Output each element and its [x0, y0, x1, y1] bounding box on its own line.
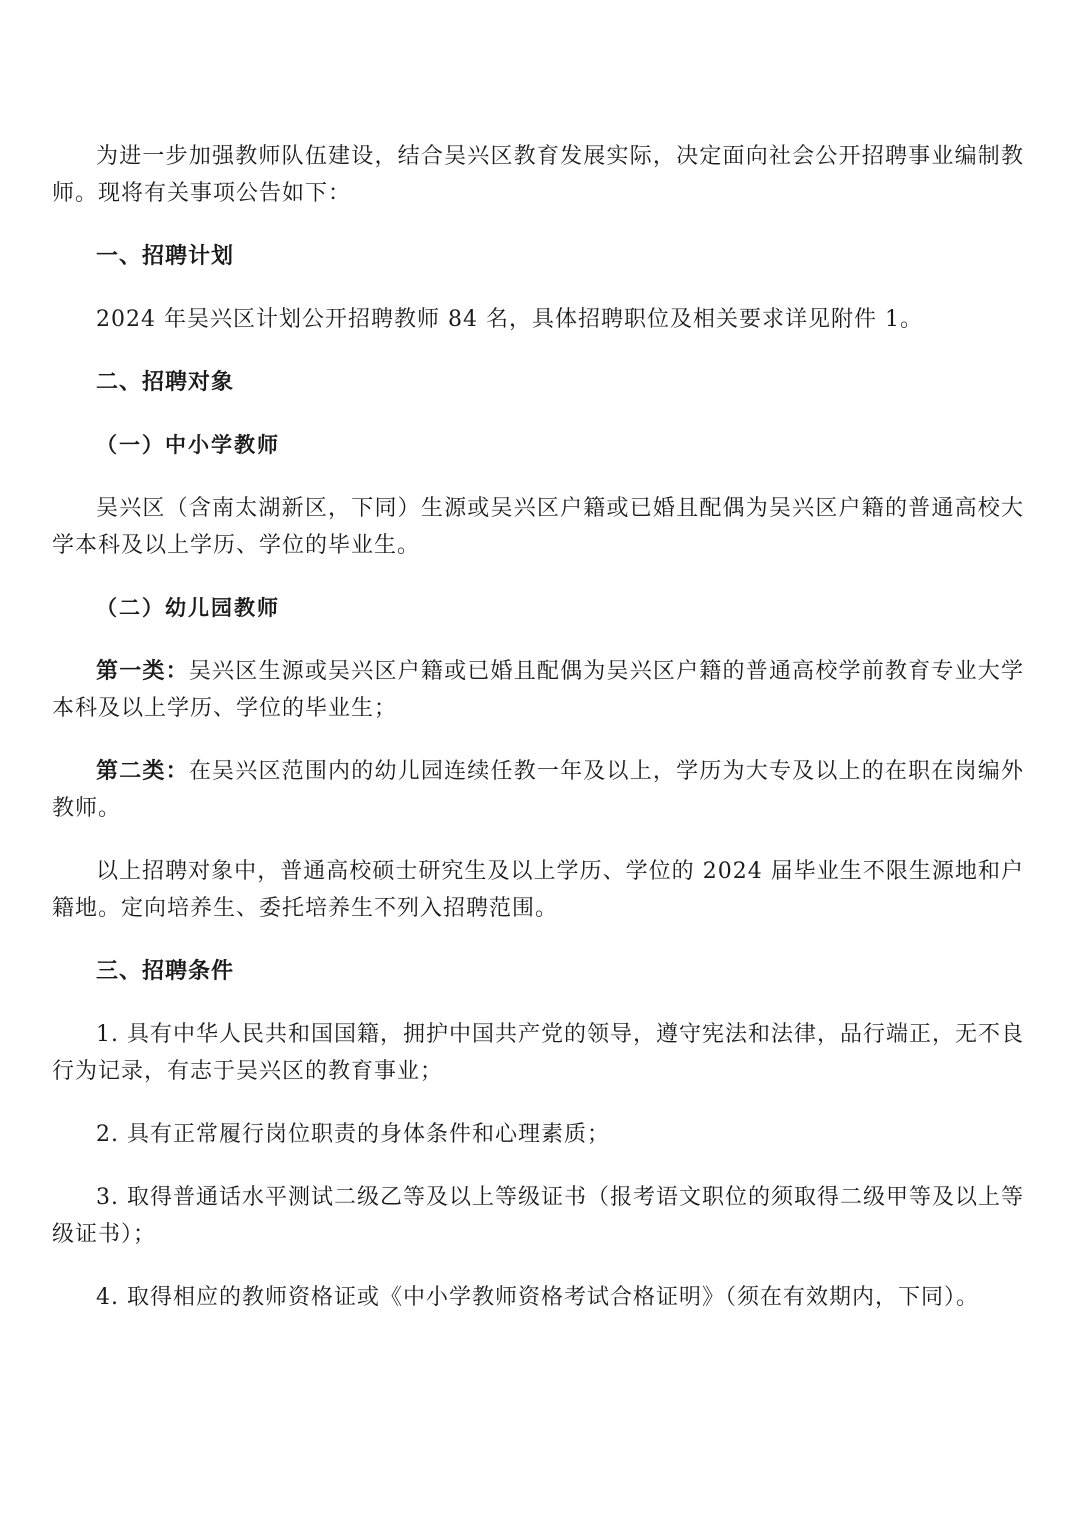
category-1-label: 第一类：	[96, 659, 189, 684]
primary-secondary-teachers-text: 吴兴区（含南太湖新区，下同）生源或吴兴区户籍或已婚且配偶为吴兴区户籍的普通高校大学本科及以上学历、学位的毕业生。	[52, 496, 1024, 558]
section-heading-recruitment-plan: 一、招聘计划	[96, 244, 235, 269]
section-heading-recruitment-targets: 二、招聘对象	[96, 370, 235, 395]
kindergarten-category-2	[52, 753, 1024, 827]
recruitment-plan-text: 2024 年吴兴区计划公开招聘教师 84 名，具体招聘职位及相关要求详见附件 1。	[96, 307, 923, 332]
subheading-kindergarten-teachers: （二）幼儿园教师	[96, 596, 280, 620]
subheading-primary-secondary-teachers: （一）中小学教师	[96, 433, 280, 457]
recruitment-targets-note: 以上招聘对象中，普通高校硕士研究生及以上学历、学位的 2024 届毕业生不限生源地和户籍地。定向培养生、委托培养生不列入招聘范围。	[52, 859, 1024, 921]
category-1-text: 吴兴区生源或吴兴区户籍或已婚且配偶为吴兴区户籍的普通高校学前教育专业大学本科及以上学历、学位的毕业生；	[52, 659, 1024, 721]
condition-item: 2. 具有正常履行岗位职责的身体条件和心理素质；	[96, 1122, 610, 1147]
category-2-text: 在吴兴区范围内的幼儿园连续任教一年及以上，学历为大专及以上的在职在岗编外教师。	[52, 759, 1024, 821]
category-2-label: 第二类：	[96, 759, 189, 784]
condition-item: 4. 取得相应的教师资格证或《中小学教师资格考试合格证明》（须在有效期内，下同）。	[96, 1285, 979, 1310]
condition-item: 1. 具有中华人民共和国国籍，拥护中国共产党的领导，遵守宪法和法律，品行端正，无不良行为记录，有志于吴兴区的教育事业；	[52, 1022, 1024, 1084]
kindergarten-category-1	[52, 653, 1024, 727]
section-heading-recruitment-conditions: 三、招聘条件	[96, 959, 235, 984]
condition-item: 3. 取得普通话水平测试二级乙等及以上等级证书（报考语文职位的须取得二级甲等及以上等级证书）；	[52, 1185, 1024, 1247]
document-body	[52, 138, 1024, 1316]
intro-paragraph: 为进一步加强教师队伍建设，结合吴兴区教育发展实际，决定面向社会公开招聘事业编制教师。现将有关事项公告如下：	[52, 144, 1024, 206]
